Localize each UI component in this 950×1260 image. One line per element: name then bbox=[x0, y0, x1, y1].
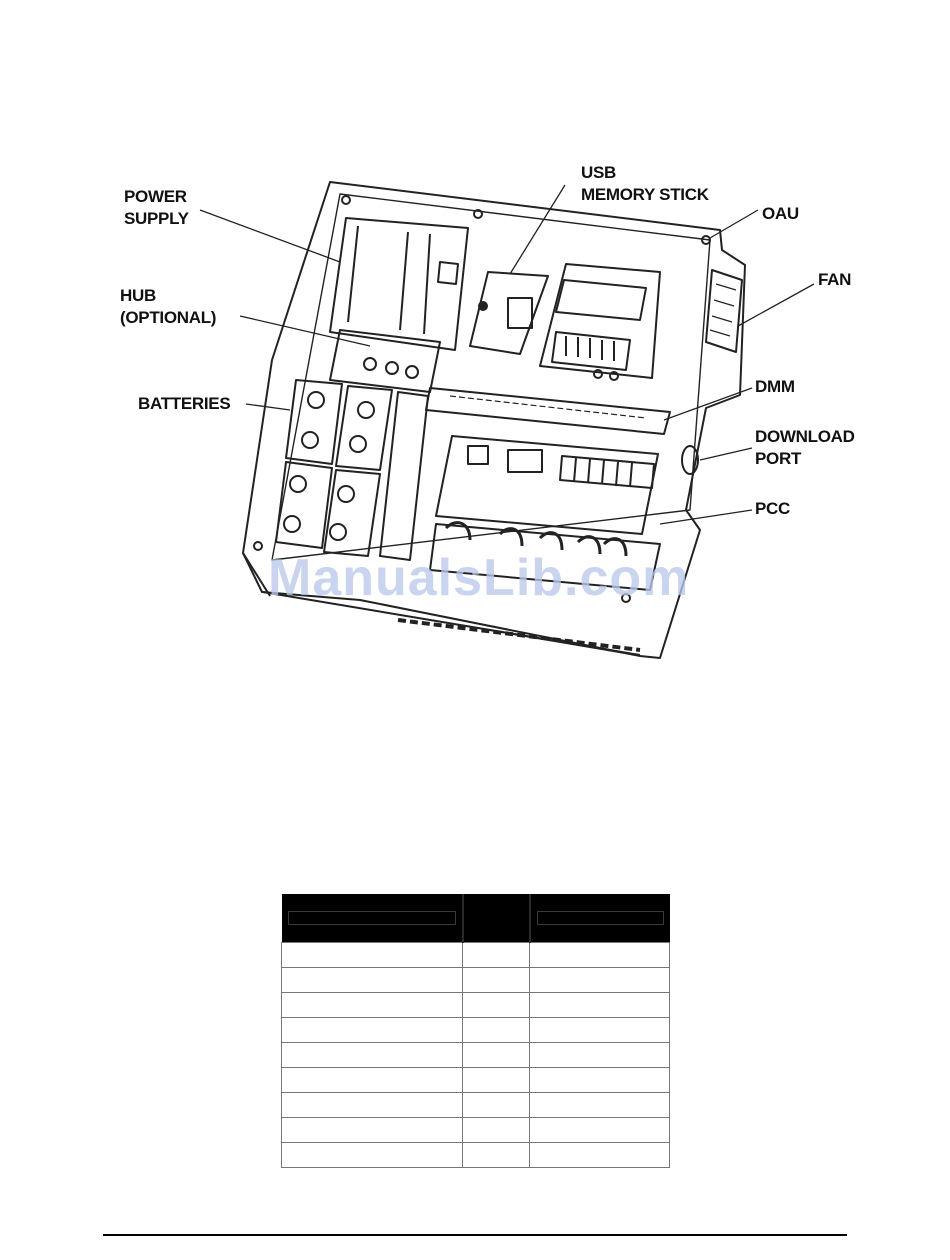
oau-display bbox=[540, 264, 660, 378]
table-cell bbox=[282, 968, 463, 993]
callout-oau: OAU bbox=[762, 204, 799, 223]
table-cell bbox=[282, 1118, 463, 1143]
callout-power-supply: POWER SUPPLY bbox=[124, 187, 189, 228]
table-cell bbox=[463, 1018, 530, 1043]
table-cell bbox=[530, 1143, 670, 1168]
table-row bbox=[282, 1118, 670, 1143]
table-header-cell bbox=[530, 894, 670, 943]
table-cell bbox=[282, 1143, 463, 1168]
fan-grille bbox=[706, 270, 742, 352]
table-cell bbox=[282, 1068, 463, 1093]
table-row bbox=[282, 1068, 670, 1093]
table-cell bbox=[530, 993, 670, 1018]
footer-rule bbox=[103, 1234, 847, 1236]
callout-fan: FAN bbox=[818, 270, 852, 289]
leader-fan bbox=[738, 284, 814, 326]
callout-usb-memory-stick: USB MEMORY STICK bbox=[581, 163, 709, 204]
table-cell bbox=[530, 1068, 670, 1093]
watermark-text: ManualsLib.com bbox=[268, 549, 690, 607]
callout-batteries: BATTERIES bbox=[138, 394, 231, 413]
battery-middle bbox=[336, 386, 392, 470]
table-cell bbox=[282, 1043, 463, 1068]
callout-dmm: DMM bbox=[755, 377, 795, 396]
table-row bbox=[282, 1143, 670, 1168]
table-header-row bbox=[282, 894, 670, 943]
leader-batteries bbox=[246, 404, 290, 410]
table-cell bbox=[463, 968, 530, 993]
leader-dmm bbox=[664, 388, 752, 420]
callout-pcc: PCC bbox=[755, 499, 790, 518]
table-cell bbox=[463, 1143, 530, 1168]
table-cell bbox=[463, 1093, 530, 1118]
table-row bbox=[282, 943, 670, 968]
table-cell bbox=[463, 1043, 530, 1068]
leader-usb bbox=[510, 185, 565, 274]
table-cell bbox=[463, 1068, 530, 1093]
table-header-cell bbox=[463, 894, 530, 943]
table-cell bbox=[463, 993, 530, 1018]
table-cell bbox=[530, 943, 670, 968]
leader-oau bbox=[710, 210, 758, 238]
table-row bbox=[282, 968, 670, 993]
table-header-cell bbox=[282, 894, 463, 943]
table-cell bbox=[530, 1043, 670, 1068]
leader-download-port bbox=[700, 448, 752, 460]
table-cell bbox=[463, 1118, 530, 1143]
table-row bbox=[282, 1043, 670, 1068]
table-cell bbox=[463, 943, 530, 968]
callout-download-port: DOWNLOAD PORT bbox=[755, 427, 855, 468]
table-row bbox=[282, 1018, 670, 1043]
table-row bbox=[282, 993, 670, 1018]
table-cell bbox=[282, 1018, 463, 1043]
table-cell bbox=[282, 993, 463, 1018]
table-cell bbox=[530, 1018, 670, 1043]
callout-hub: HUB (OPTIONAL) bbox=[120, 286, 217, 327]
table-cell bbox=[530, 1118, 670, 1143]
table-cell bbox=[282, 943, 463, 968]
table-row bbox=[282, 1093, 670, 1118]
table-cell bbox=[530, 1093, 670, 1118]
table-cell bbox=[530, 968, 670, 993]
parts-table bbox=[281, 894, 670, 1168]
table-cell bbox=[282, 1093, 463, 1118]
